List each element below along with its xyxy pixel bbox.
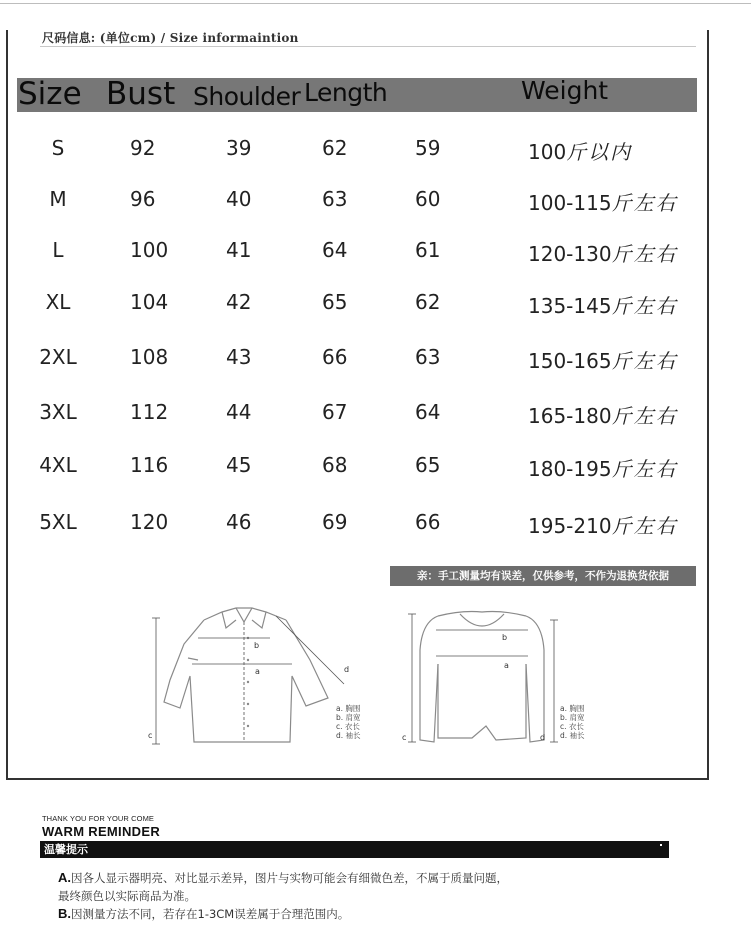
cell-shoulder: 40 — [226, 187, 252, 211]
cell-size: L — [52, 238, 64, 262]
thanks-text: THANK YOU FOR YOUR COME — [42, 814, 155, 823]
warm-reminder-bar-label: 温馨提示 — [44, 843, 88, 856]
warm-reminder-bar — [40, 841, 669, 858]
header-length: Length — [304, 78, 388, 107]
weight-range: 150-165 — [528, 349, 612, 373]
size-info-label: 尺码信息: (单位cm) / Size informaintion — [42, 31, 299, 45]
weight-unit: 斤以内 — [566, 140, 633, 164]
shirt-letter-c: c — [148, 731, 153, 740]
cell-length: 62 — [322, 136, 348, 160]
reminder-note-letter: A. — [58, 870, 71, 885]
reminder-note-a — [58, 870, 508, 886]
sweater-measure-diagram — [400, 600, 560, 760]
sweater-legend-b: b. 肩宽 — [560, 713, 585, 722]
cell-sleeve: 60 — [415, 187, 441, 211]
weight-unit: 斤左右 — [611, 191, 678, 215]
cell-sleeve: 65 — [415, 453, 441, 477]
weight-unit: 斤左右 — [611, 242, 678, 266]
shirt-legend-d: d. 袖长 — [336, 731, 361, 740]
cell-length: 65 — [322, 290, 348, 314]
cell-bust: 108 — [130, 345, 169, 369]
cell-shoulder: 43 — [226, 345, 252, 369]
shirt-legend — [336, 704, 361, 740]
cell-weight — [528, 290, 678, 319]
weight-unit: 斤左右 — [611, 349, 678, 373]
size-info-rule — [40, 46, 696, 47]
cell-sleeve: 66 — [415, 510, 441, 534]
cell-shoulder: 39 — [226, 136, 252, 160]
cell-bust: 116 — [130, 453, 169, 477]
cell-shoulder: 45 — [226, 453, 252, 477]
cell-bust: 100 — [130, 238, 169, 262]
header-bust: Bust — [106, 76, 176, 112]
cell-sleeve: 63 — [415, 345, 441, 369]
cell-shoulder: 46 — [226, 510, 252, 534]
reminder-note-text: 因测量方法不同，若存在1-3CM误差属于合理范围内。 — [71, 907, 350, 921]
cell-shoulder: 41 — [226, 238, 252, 262]
cell-sleeve: 64 — [415, 400, 441, 424]
sweater-legend — [560, 704, 585, 740]
sweater-legend-a: a. 胸围 — [560, 704, 585, 713]
weight-unit: 斤左右 — [611, 457, 678, 481]
weight-range: 100-115 — [528, 191, 612, 215]
weight-unit: 斤左右 — [611, 514, 678, 538]
cell-weight — [528, 187, 678, 216]
weight-range: 135-145 — [528, 294, 612, 318]
measurement-note: 亲：手工测量均有误差，仅供参考，不作为退换货依据 — [390, 566, 696, 586]
cell-weight — [528, 453, 678, 482]
sweater-legend-d: d. 袖长 — [560, 731, 585, 740]
cell-weight — [528, 510, 678, 539]
cell-sleeve: 59 — [415, 136, 441, 160]
cell-bust: 112 — [130, 400, 169, 424]
weight-range: 195-210 — [528, 514, 612, 538]
reminder-note-b — [58, 906, 349, 922]
cell-length: 69 — [322, 510, 348, 534]
cell-bust: 96 — [130, 187, 156, 211]
cell-length: 66 — [322, 345, 348, 369]
weight-unit: 斤左右 — [611, 294, 678, 318]
cell-sleeve: 61 — [415, 238, 441, 262]
sweater-letter-d: d — [540, 733, 546, 742]
cell-length: 67 — [322, 400, 348, 424]
cell-bust: 104 — [130, 290, 169, 314]
header-size: Size — [18, 76, 82, 112]
shirt-letter-b: b — [254, 641, 260, 650]
header-weight: Weight — [521, 76, 609, 105]
cell-size: S — [51, 136, 65, 160]
cell-weight — [528, 238, 678, 267]
cell-shoulder: 44 — [226, 400, 252, 424]
weight-range: 180-195 — [528, 457, 612, 481]
sweater-letter-b: b — [502, 633, 508, 642]
top-divider — [0, 3, 751, 4]
shirt-letter-a: a — [255, 667, 260, 676]
cell-length: 68 — [322, 453, 348, 477]
cell-length: 64 — [322, 238, 348, 262]
weight-range: 100 — [528, 140, 567, 164]
shirt-letter-d: d — [344, 665, 350, 674]
cell-size: 5XL — [39, 510, 77, 534]
sweater-legend-c: c. 衣长 — [560, 722, 584, 731]
reminder-note-a-cont — [58, 888, 196, 904]
weight-range: 165-180 — [528, 404, 612, 428]
reminder-note-text: 因各人显示器明亮、对比显示差异，图片与实物可能会有细微色差，不属于质量问题， — [71, 871, 508, 885]
header-shoulder: Shoulder — [193, 82, 301, 111]
cell-size: M — [49, 187, 67, 211]
cell-weight — [528, 400, 678, 429]
shirt-legend-a: a. 胸围 — [336, 704, 361, 713]
cell-bust: 120 — [130, 510, 169, 534]
cell-size: 3XL — [39, 400, 77, 424]
weight-range: 120-130 — [528, 242, 612, 266]
cell-length: 63 — [322, 187, 348, 211]
cell-size: XL — [45, 290, 71, 314]
warm-reminder-bar-dot — [660, 844, 662, 846]
cell-shoulder: 42 — [226, 290, 252, 314]
cell-size: 2XL — [39, 345, 77, 369]
weight-unit: 斤左右 — [611, 404, 678, 428]
shirt-legend-c: c. 衣长 — [336, 722, 360, 731]
warm-reminder-title: WARM REMINDER — [42, 824, 161, 839]
cell-weight — [528, 345, 678, 374]
sweater-letter-a: a — [504, 661, 509, 670]
cell-weight — [528, 136, 632, 165]
shirt-legend-b: b. 肩宽 — [336, 713, 361, 722]
sweater-letter-c: c — [402, 733, 407, 742]
cell-sleeve: 62 — [415, 290, 441, 314]
cell-bust: 92 — [130, 136, 156, 160]
reminder-note-text: 最终颜色以实际商品为准。 — [58, 889, 196, 903]
cell-size: 4XL — [39, 453, 77, 477]
reminder-note-letter: B. — [58, 906, 71, 921]
